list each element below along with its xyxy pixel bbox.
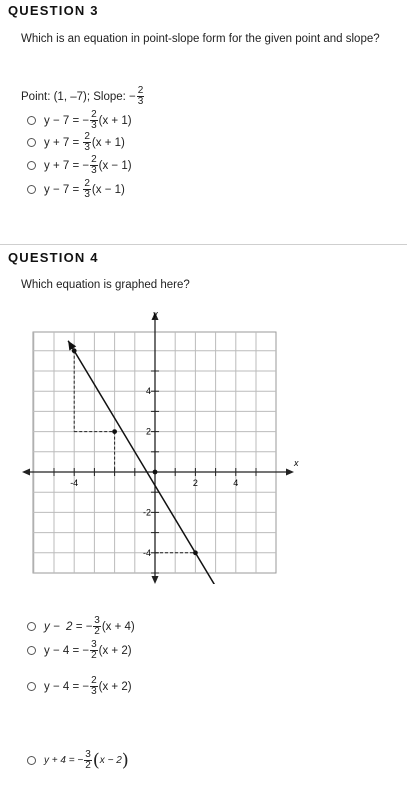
- equation-fraction: [84, 750, 92, 771]
- x-axis-arrow-right: [286, 469, 294, 476]
- radio-button[interactable]: [27, 622, 36, 631]
- y-axis-arrow-down: [152, 576, 159, 584]
- fraction-numerator: 2: [91, 154, 97, 165]
- equation-fraction: [90, 155, 98, 176]
- slope-denominator: 3: [137, 96, 144, 107]
- question-3-prompt: Which is an equation in point-slope form for the given point and slope?: [21, 33, 380, 45]
- fraction-denominator: 2: [94, 626, 100, 637]
- coordinate-graph: [20, 308, 300, 584]
- fraction-numerator: 3: [94, 615, 100, 626]
- given-point-slope: [21, 86, 145, 107]
- question-4-prompt: Which equation is graphed here?: [21, 279, 190, 291]
- radio-button[interactable]: [27, 116, 36, 125]
- radio-button[interactable]: [27, 138, 36, 147]
- option-equation: [44, 750, 129, 771]
- fraction-numerator: 3: [85, 749, 91, 760]
- x-tick-label: 2: [192, 478, 198, 488]
- option-equation: [44, 110, 132, 131]
- fraction-numerator: 2: [84, 178, 90, 189]
- right-paren: ): [121, 749, 129, 771]
- radio-button[interactable]: [27, 161, 36, 170]
- axes: [22, 309, 299, 584]
- q4-option-a[interactable]: [27, 616, 135, 637]
- slope-numerator: 2: [137, 85, 144, 96]
- equation-right: (x − 1): [91, 183, 125, 196]
- option-equation: [44, 155, 132, 176]
- line-point: [193, 550, 198, 555]
- x-axis-label: x: [294, 458, 299, 468]
- x-tick-label: 4: [233, 478, 239, 488]
- y-tick-label: 2: [145, 426, 151, 437]
- equation-right: (x + 4): [101, 620, 135, 633]
- q4-option-d[interactable]: [27, 750, 129, 771]
- option-equation: [44, 676, 132, 697]
- question-4-title: QUESTION 4: [8, 250, 99, 265]
- y-axis-label: y: [153, 309, 158, 319]
- option-equation: [44, 640, 132, 661]
- equation-fraction: [90, 676, 98, 697]
- fraction-denominator: 3: [91, 120, 97, 131]
- fraction-numerator: 2: [91, 109, 97, 120]
- equation-fraction: [93, 616, 101, 637]
- fraction-denominator: 2: [85, 760, 91, 771]
- fraction-denominator: 3: [91, 686, 97, 697]
- radio-button[interactable]: [27, 682, 36, 691]
- fraction-denominator: 3: [84, 142, 90, 153]
- fraction-numerator: 2: [91, 675, 97, 686]
- slope-fraction: [137, 86, 145, 107]
- option-equation: [44, 132, 125, 153]
- q3-option-d[interactable]: [27, 179, 125, 200]
- equation-fraction: [90, 640, 98, 661]
- q4-option-c[interactable]: [27, 676, 132, 697]
- equation-left: y − 2 = −: [44, 620, 93, 633]
- line-point: [112, 429, 117, 434]
- q3-option-c[interactable]: [27, 155, 132, 176]
- radio-button[interactable]: [27, 646, 36, 655]
- equation-left: y − 4 = −: [44, 680, 90, 693]
- radio-button[interactable]: [27, 756, 36, 765]
- y-tick-label: -4: [142, 547, 151, 558]
- equation-left: y + 4 = −: [44, 755, 84, 766]
- q4-option-b[interactable]: [27, 640, 132, 661]
- line-point: [153, 470, 158, 475]
- equation-right: x − 2: [99, 755, 122, 766]
- fraction-numerator: 2: [84, 131, 90, 142]
- radio-button[interactable]: [27, 185, 36, 194]
- equation-left: y + 7 =: [44, 136, 83, 149]
- equation-fraction: [83, 179, 91, 200]
- point-slope-label: Point: (1, –7); Slope: −: [21, 90, 136, 103]
- equation-right: (x + 2): [98, 680, 132, 693]
- left-paren: (: [92, 749, 100, 771]
- equation-right: (x − 1): [98, 159, 132, 172]
- y-tick-label: 4: [145, 386, 151, 397]
- fraction-numerator: 3: [91, 639, 97, 650]
- option-equation: [44, 179, 125, 200]
- equation-left: y + 7 = −: [44, 159, 90, 172]
- y-tick-label: -2: [142, 507, 151, 518]
- equation-left: y − 7 =: [44, 183, 83, 196]
- q3-option-b[interactable]: [27, 132, 125, 153]
- option-equation: [44, 616, 135, 637]
- section-divider: [0, 244, 407, 245]
- x-axis-arrow-left: [22, 469, 30, 476]
- equation-right: (x + 1): [91, 136, 125, 149]
- question-3-title: QUESTION 3: [8, 3, 99, 18]
- fraction-denominator: 3: [84, 189, 90, 200]
- line-point: [72, 348, 77, 353]
- q3-option-a[interactable]: [27, 110, 132, 131]
- x-tick-label: -4: [70, 478, 79, 488]
- fraction-denominator: 2: [91, 650, 97, 661]
- equation-fraction: [83, 132, 91, 153]
- equation-fraction: [90, 110, 98, 131]
- equation-left: y − 7 = −: [44, 114, 90, 127]
- equation-left: y − 4 = −: [44, 644, 90, 657]
- fraction-denominator: 3: [91, 165, 97, 176]
- equation-right: (x + 1): [98, 114, 132, 127]
- equation-right: (x + 2): [98, 644, 132, 657]
